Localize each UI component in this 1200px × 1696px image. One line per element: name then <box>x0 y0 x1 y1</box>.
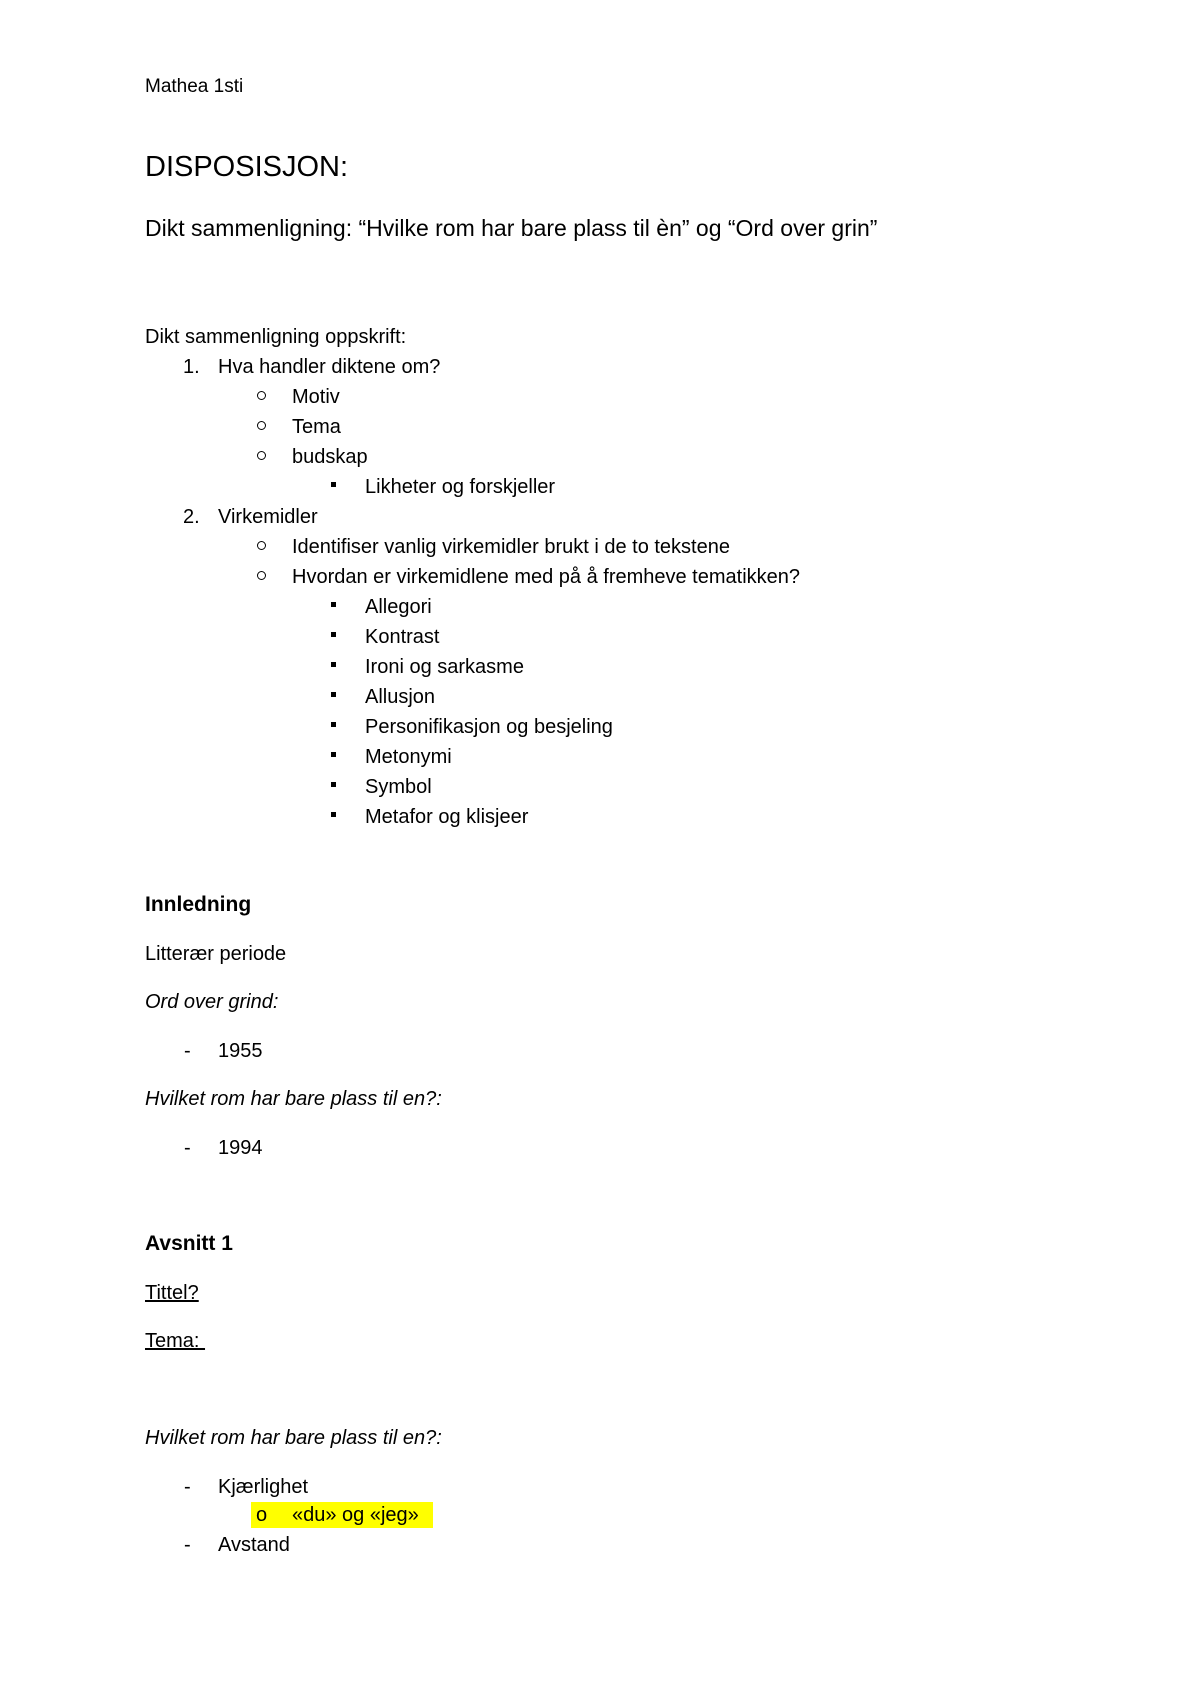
dash-bullet: - <box>184 1476 191 1498</box>
square-bullet <box>331 722 336 727</box>
poem2-year: 1994 <box>218 1137 263 1159</box>
circle-bullet <box>257 541 266 550</box>
header-author: Mathea 1sti <box>145 76 244 97</box>
poem2-title: Hvilket rom har bare plass til en?: <box>145 1088 442 1110</box>
recipe-subitem-identifiser: Identifiser vanlig virkemidler brukt i de to tekstene <box>292 536 730 558</box>
page-subtitle: Dikt sammenligning: “Hvilke rom har bare plass til èn” og “Ord over grin” <box>145 215 878 241</box>
circle-bullet <box>257 421 266 430</box>
avsnitt1-highlighted-item: «du» og «jeg» <box>292 1504 419 1526</box>
period-label: Litterær periode <box>145 943 287 965</box>
innledning-heading: Innledning <box>145 893 252 916</box>
virkemiddel-item: Allusjon <box>365 686 436 708</box>
tema-label: Tema: <box>145 1330 206 1352</box>
square-bullet <box>331 602 336 607</box>
dash-bullet: - <box>184 1534 191 1556</box>
virkemiddel-item: Personifikasjon og besjeling <box>365 716 613 738</box>
recipe-item-2: Virkemidler <box>218 506 318 528</box>
circle-bullet <box>257 451 266 460</box>
square-bullet <box>331 662 336 667</box>
dash-bullet: - <box>184 1137 191 1159</box>
page-title: DISPOSISJON: <box>145 151 349 183</box>
list-number-1: 1. <box>183 356 200 378</box>
dash-bullet: - <box>184 1040 191 1062</box>
virkemiddel-item: Kontrast <box>365 626 440 648</box>
poem1-title: Ord over grind: <box>145 991 279 1013</box>
avsnitt1-poem-title: Hvilket rom har bare plass til en?: <box>145 1427 442 1449</box>
recipe-subitem-budskap: budskap <box>292 446 368 468</box>
avsnitt1-item-kjaerlighet: Kjærlighet <box>218 1476 309 1498</box>
virkemiddel-item: Allegori <box>365 596 432 618</box>
square-bullet <box>331 782 336 787</box>
recipe-subitem-tema: Tema <box>292 416 341 438</box>
avsnitt1-item-avstand: Avstand <box>218 1534 290 1556</box>
recipe-item-1: Hva handler diktene om? <box>218 356 441 378</box>
tittel-label: Tittel? <box>145 1282 199 1304</box>
recipe-subitem-hvordan: Hvordan er virkemidlene med på å fremheve tematikken? <box>292 566 801 588</box>
virkemiddel-item: Metonymi <box>365 746 452 768</box>
square-bullet <box>331 812 336 817</box>
avsnitt1-heading: Avsnitt 1 <box>145 1232 233 1255</box>
square-bullet <box>331 482 336 487</box>
circle-marker-text: o <box>256 1504 268 1526</box>
circle-bullet <box>257 571 266 580</box>
square-bullet <box>331 752 336 757</box>
recipe-heading: Dikt sammenligning oppskrift: <box>145 326 407 348</box>
square-bullet <box>331 632 336 637</box>
virkemiddel-item: Symbol <box>365 776 432 798</box>
virkemiddel-item: Metafor og klisjeer <box>365 806 529 828</box>
recipe-subsubitem: Likheter og forskjeller <box>365 476 556 498</box>
square-bullet <box>331 692 336 697</box>
poem1-year: 1955 <box>218 1040 263 1062</box>
virkemiddel-item: Ironi og sarkasme <box>365 656 524 678</box>
recipe-subitem-motiv: Motiv <box>292 386 340 408</box>
circle-bullet <box>257 391 266 400</box>
list-number-2: 2. <box>183 506 200 528</box>
